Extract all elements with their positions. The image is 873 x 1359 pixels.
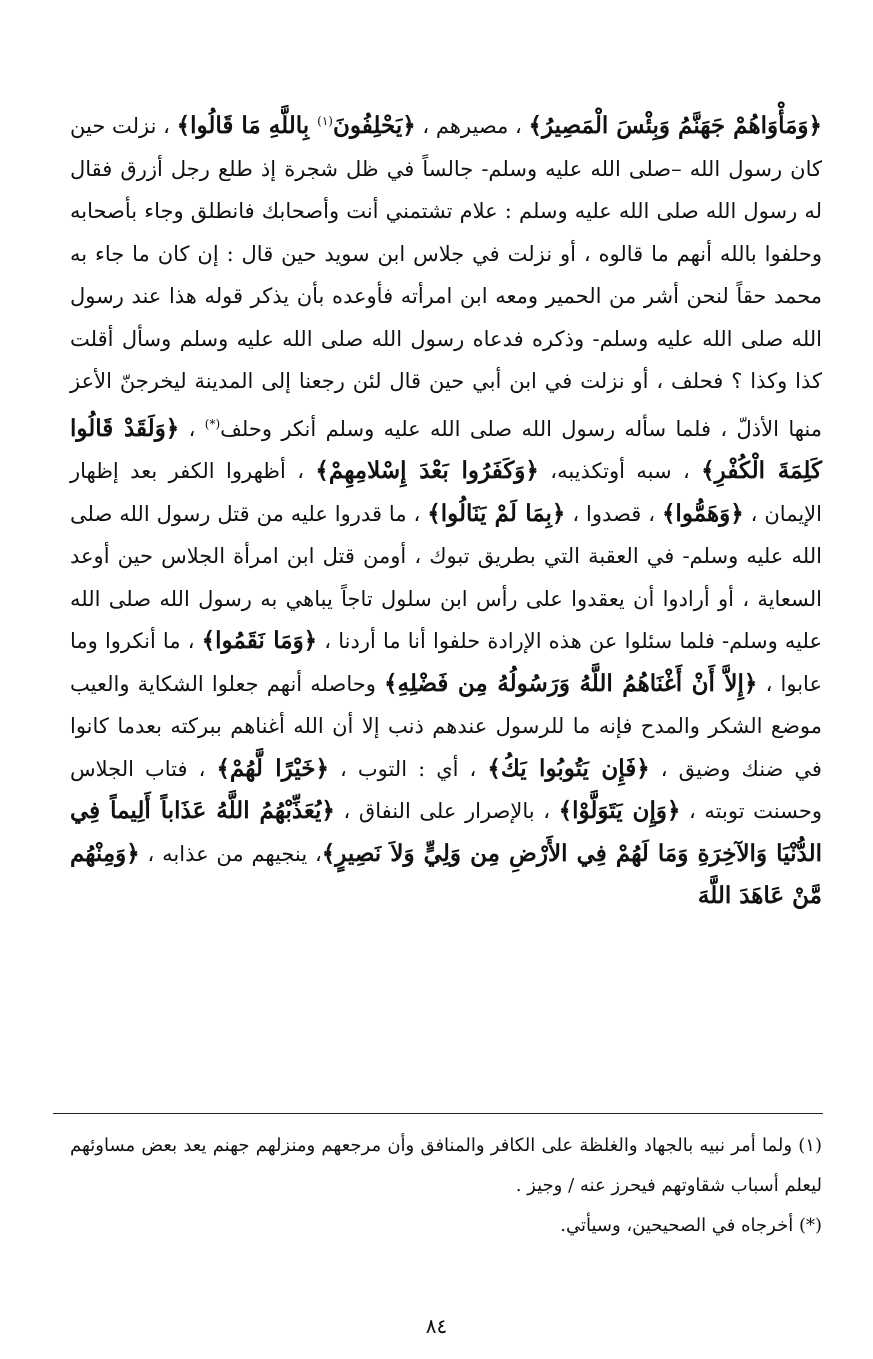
commentary-text: ، سبه أوتكذيبه،: [538, 459, 702, 483]
quran-quote: ﴿وَمَأْوَاهُمْ جَهَنَّمُ وَبِئْسَ الْمَصِيرُ﴾: [528, 112, 822, 139]
commentary-text: ، ما أنكروا وما عابوا ،: [70, 629, 822, 696]
commentary-text: ، مصيرهم ،: [415, 114, 529, 138]
commentary-text: ، بالإصرار على النفاق ،: [334, 799, 559, 823]
commentary-text: ، فتاب الجلاس وحسنت توبته ،: [70, 756, 822, 823]
quran-quote: ﴿وَمَا نَقَمُوا﴾: [201, 627, 318, 654]
quran-quote: ﴿يَحْلِفُونَ: [332, 112, 416, 139]
footnote-text: أخرجاه في الصحيحين، وسيأتي.: [560, 1215, 799, 1236]
commentary-text: ، أظهروا الكفر بعد إظهار الإيمان ،: [70, 459, 822, 526]
footnote-2: [70, 1206, 822, 1246]
footnote-1: [70, 1126, 822, 1206]
quran-quote: ﴿وَهَمُّوا﴾: [661, 499, 744, 527]
commentary-text: وحاصله أنهم جعلوا الشكاية والعيب موضع الشكر والمدح فإنه ما للرسول عندهم ذنب إلا أن الله أغناهم ببركته بعدما كانوا في ضنك وضيق ،: [70, 671, 822, 781]
commentary-text: ،: [179, 416, 205, 441]
footnote-reference: (١): [317, 114, 333, 128]
commentary-text: ، قصدوا ،: [565, 501, 662, 526]
footnotes: [70, 1126, 822, 1246]
quran-quote: ﴿فَإِن يَتُوبُوا يَكُ﴾: [487, 754, 650, 782]
quran-quote: بِاللَّهِ مَا قَالُوا﴾: [176, 112, 318, 139]
commentary-text: ، ينجيهم من عذابه ،: [139, 841, 322, 866]
quran-quote: ﴿وَلَقَدْ قَالُوا كَلِمَةَ الْكُفْرِ﴾: [70, 414, 822, 484]
footnote-reference: (*): [204, 416, 221, 431]
quran-quote: ﴿يُعَذِّبْهُمُ اللَّهُ عَذَاباً أَلِيماً فِي الدُّنْيَا وَالآخِرَةِ وَمَا لَهُمْ فِي الأَرْضِ مِن وَلِيٍّ وَلاَ نَصِيرٍ﴾: [70, 797, 823, 867]
quran-quote: ﴿وَمِنْهُم مَّنْ عَاهَدَ اللَّهَ: [70, 839, 822, 909]
quran-quote: ﴿بِمَا لَمْ يَنَالُوا﴾: [427, 499, 566, 527]
footnote-marker: (*): [798, 1215, 822, 1236]
body-text: [70, 100, 822, 918]
page-number: ٨٤: [425, 1314, 448, 1338]
quran-quote: ﴿وَإِن يَتَوَلَّوْا﴾: [558, 797, 681, 824]
commentary-text: ، نزلت حين كان رسول الله –صلى الله عليه وسلم- جالساً في ظل شجرة إذ طلع رجل أزرق فقال له رسول الله صلى الله عليه وسلم : علام تشتمني أنت وأصحابك فانطلق وجاء بأصحابه وحلفوا بالله أنهم ما قالوه ، أو نزلت في جلاس ابن سويد حين قال : إن كان ما جاء به محمد حقاً لنحن أشر من الحمير ومعه ابن امرأته فأوعده بأن يذكر قوله هذا عند رسول الله صلى الله عليه وسلم- وذكره فدعاه رسول الله صلى الله عليه وسلم وسأل أقلت كذا وكذا ؟ فحلف ، أو نزلت في ابن أبي حين قال لئن رجعنا إلى المدينة ليخرجنّ الأعز منها الأذلّ ، فلما سأله رسول الله صلى الله عليه وسلم أنكر وحلف: [70, 114, 822, 441]
commentary-text: ، ما قدروا عليه من قتل رسول الله صلى الله عليه وسلم- في العقبة التي بطريق تبوك ، أومن قتل ابن امرأة الجلاس حين أوعد السعاية ، أو أرادوا أن يعقدوا على رأس ابن سلول تاجاً يباهي به رسول الله صلى الله عليه وسلم- فلما سئلوا عن هذه الإرادة حلفوا أنا ما أردنا ،: [70, 501, 823, 653]
quran-quote: ﴿وَكَفَرُوا بَعْدَ إِسْلامِهِمْ﴾: [315, 457, 539, 484]
quran-quote: ﴿خَيْرًا لَّهُمْ﴾: [216, 754, 329, 782]
quran-quote: ﴿إِلاَّ أَنْ أَغْنَاهُمُ اللَّهُ وَرَسُولُهُ مِن فَضْلِهِ﴾: [384, 669, 758, 697]
footnote-text: ولما أمر نبيه بالجهاد والغلظة على الكافر والمنافق وأن مرجعهم ومنزلهم جهنم يعد بعض مساوئهم ليعلم أسباب شقاوتهم فيحرز عنه / وجيز .: [70, 1135, 822, 1196]
page-body: [70, 100, 822, 918]
footnote-marker: (١): [798, 1135, 822, 1156]
footnote-separator: [53, 1113, 823, 1114]
commentary-text: ، أي : التوب ،: [328, 756, 488, 781]
